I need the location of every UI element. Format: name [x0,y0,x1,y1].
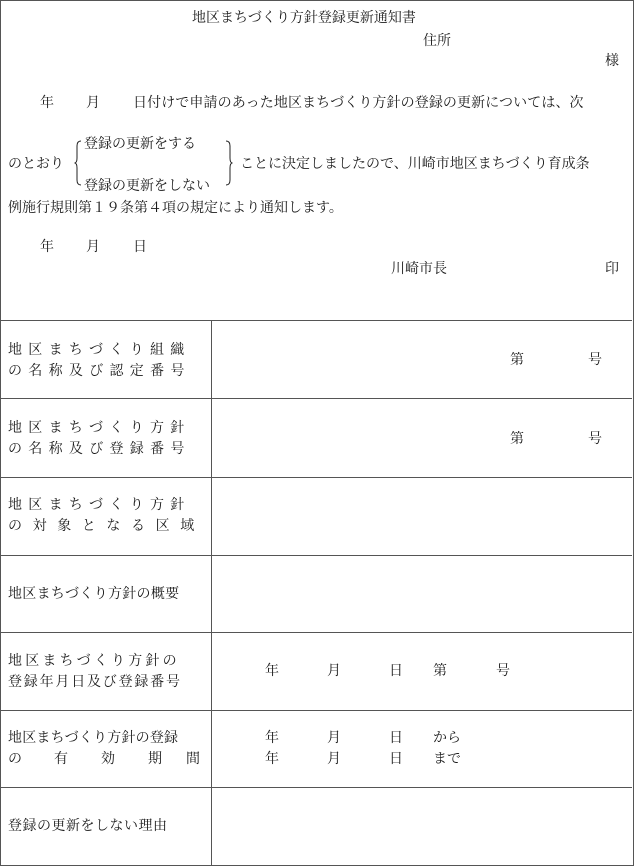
row-divider [0,398,632,399]
row6-label-line1: 地区まちづくり方針の登録 [8,730,179,746]
seal-mark: 印 [605,261,619,277]
row-divider [0,632,632,633]
row6-to-day: 日 [389,751,403,767]
row-divider [0,477,632,478]
right-brace-icon [225,140,233,186]
row3-label-line2: の対象となる区域 [8,518,205,534]
body-line-3: 例施行規則第１９条第４項の規定により通知します。 [8,200,343,216]
row5-month: 月 [327,663,341,679]
row2-label-line2: の名称及び登録番号 [8,441,191,457]
date-month-label: 月 [86,95,100,111]
row6-from-month: 月 [327,730,341,746]
option-not-renew: 登録の更新をしない [84,178,210,194]
address-label: 住所 [423,33,451,49]
row6-from-day: 日 [389,730,403,746]
signature-year: 年 [40,239,54,255]
table-column-divider [211,320,212,865]
row5-year: 年 [265,663,279,679]
table-top-border [0,320,632,321]
row1-dai: 第 [510,352,524,368]
row6-from-suffix: から [433,730,461,746]
signature-month: 月 [86,239,100,255]
row5-day: 日 [389,663,403,679]
row1-label-line2: の名称及び認定番号 [8,363,191,379]
body-line-2-suffix: ことに決定しましたので、川崎市地区まちづくり育成条 [240,156,590,172]
row7-label: 登録の更新をしない理由 [8,818,168,834]
row2-dai: 第 [510,431,524,447]
row4-label: 地区まちづくり方針の概要 [8,586,180,602]
row6-label-char: 間 [186,751,200,767]
row6-to-year: 年 [265,751,279,767]
body-line-1: 日付けで申請のあった地区まちづくり方針の登録の更新については、次 [133,95,584,111]
left-brace-icon [74,140,82,186]
row5-go: 号 [496,663,510,679]
row2-go: 号 [588,431,602,447]
row6-to-month: 月 [327,751,341,767]
option-renew: 登録の更新をする [84,136,196,152]
row5-label-line2: 登録年月日及び登録番号 [8,674,182,690]
row3-label-line1: 地区まちづくり方針 [8,497,191,513]
honorific-sama: 様 [605,53,619,69]
row-divider [0,555,632,556]
row2-label-line1: 地区まちづくり方針 [8,420,191,436]
row6-to-suffix: まで [433,751,461,767]
row1-label-line1: 地区まちづくり組織 [8,342,191,358]
row-divider [0,787,632,788]
row1-go: 号 [588,352,602,368]
issuer-name: 川崎市長 [391,261,447,277]
row6-label-char: の [8,751,22,767]
body-line-2-prefix: のとおり [8,156,64,172]
row6-label-char: 効 [101,751,115,767]
row6-from-year: 年 [265,730,279,746]
row6-label-char: 有 [54,751,68,767]
date-year-label: 年 [40,95,54,111]
row6-label-char: 期 [148,751,162,767]
signature-day: 日 [133,239,147,255]
document-title: 地区まちづくり方針登録更新通知書 [192,10,416,26]
row5-dai: 第 [433,663,447,679]
row-divider [0,710,632,711]
row5-label-line1: 地区まちづくり方針の [8,653,180,669]
